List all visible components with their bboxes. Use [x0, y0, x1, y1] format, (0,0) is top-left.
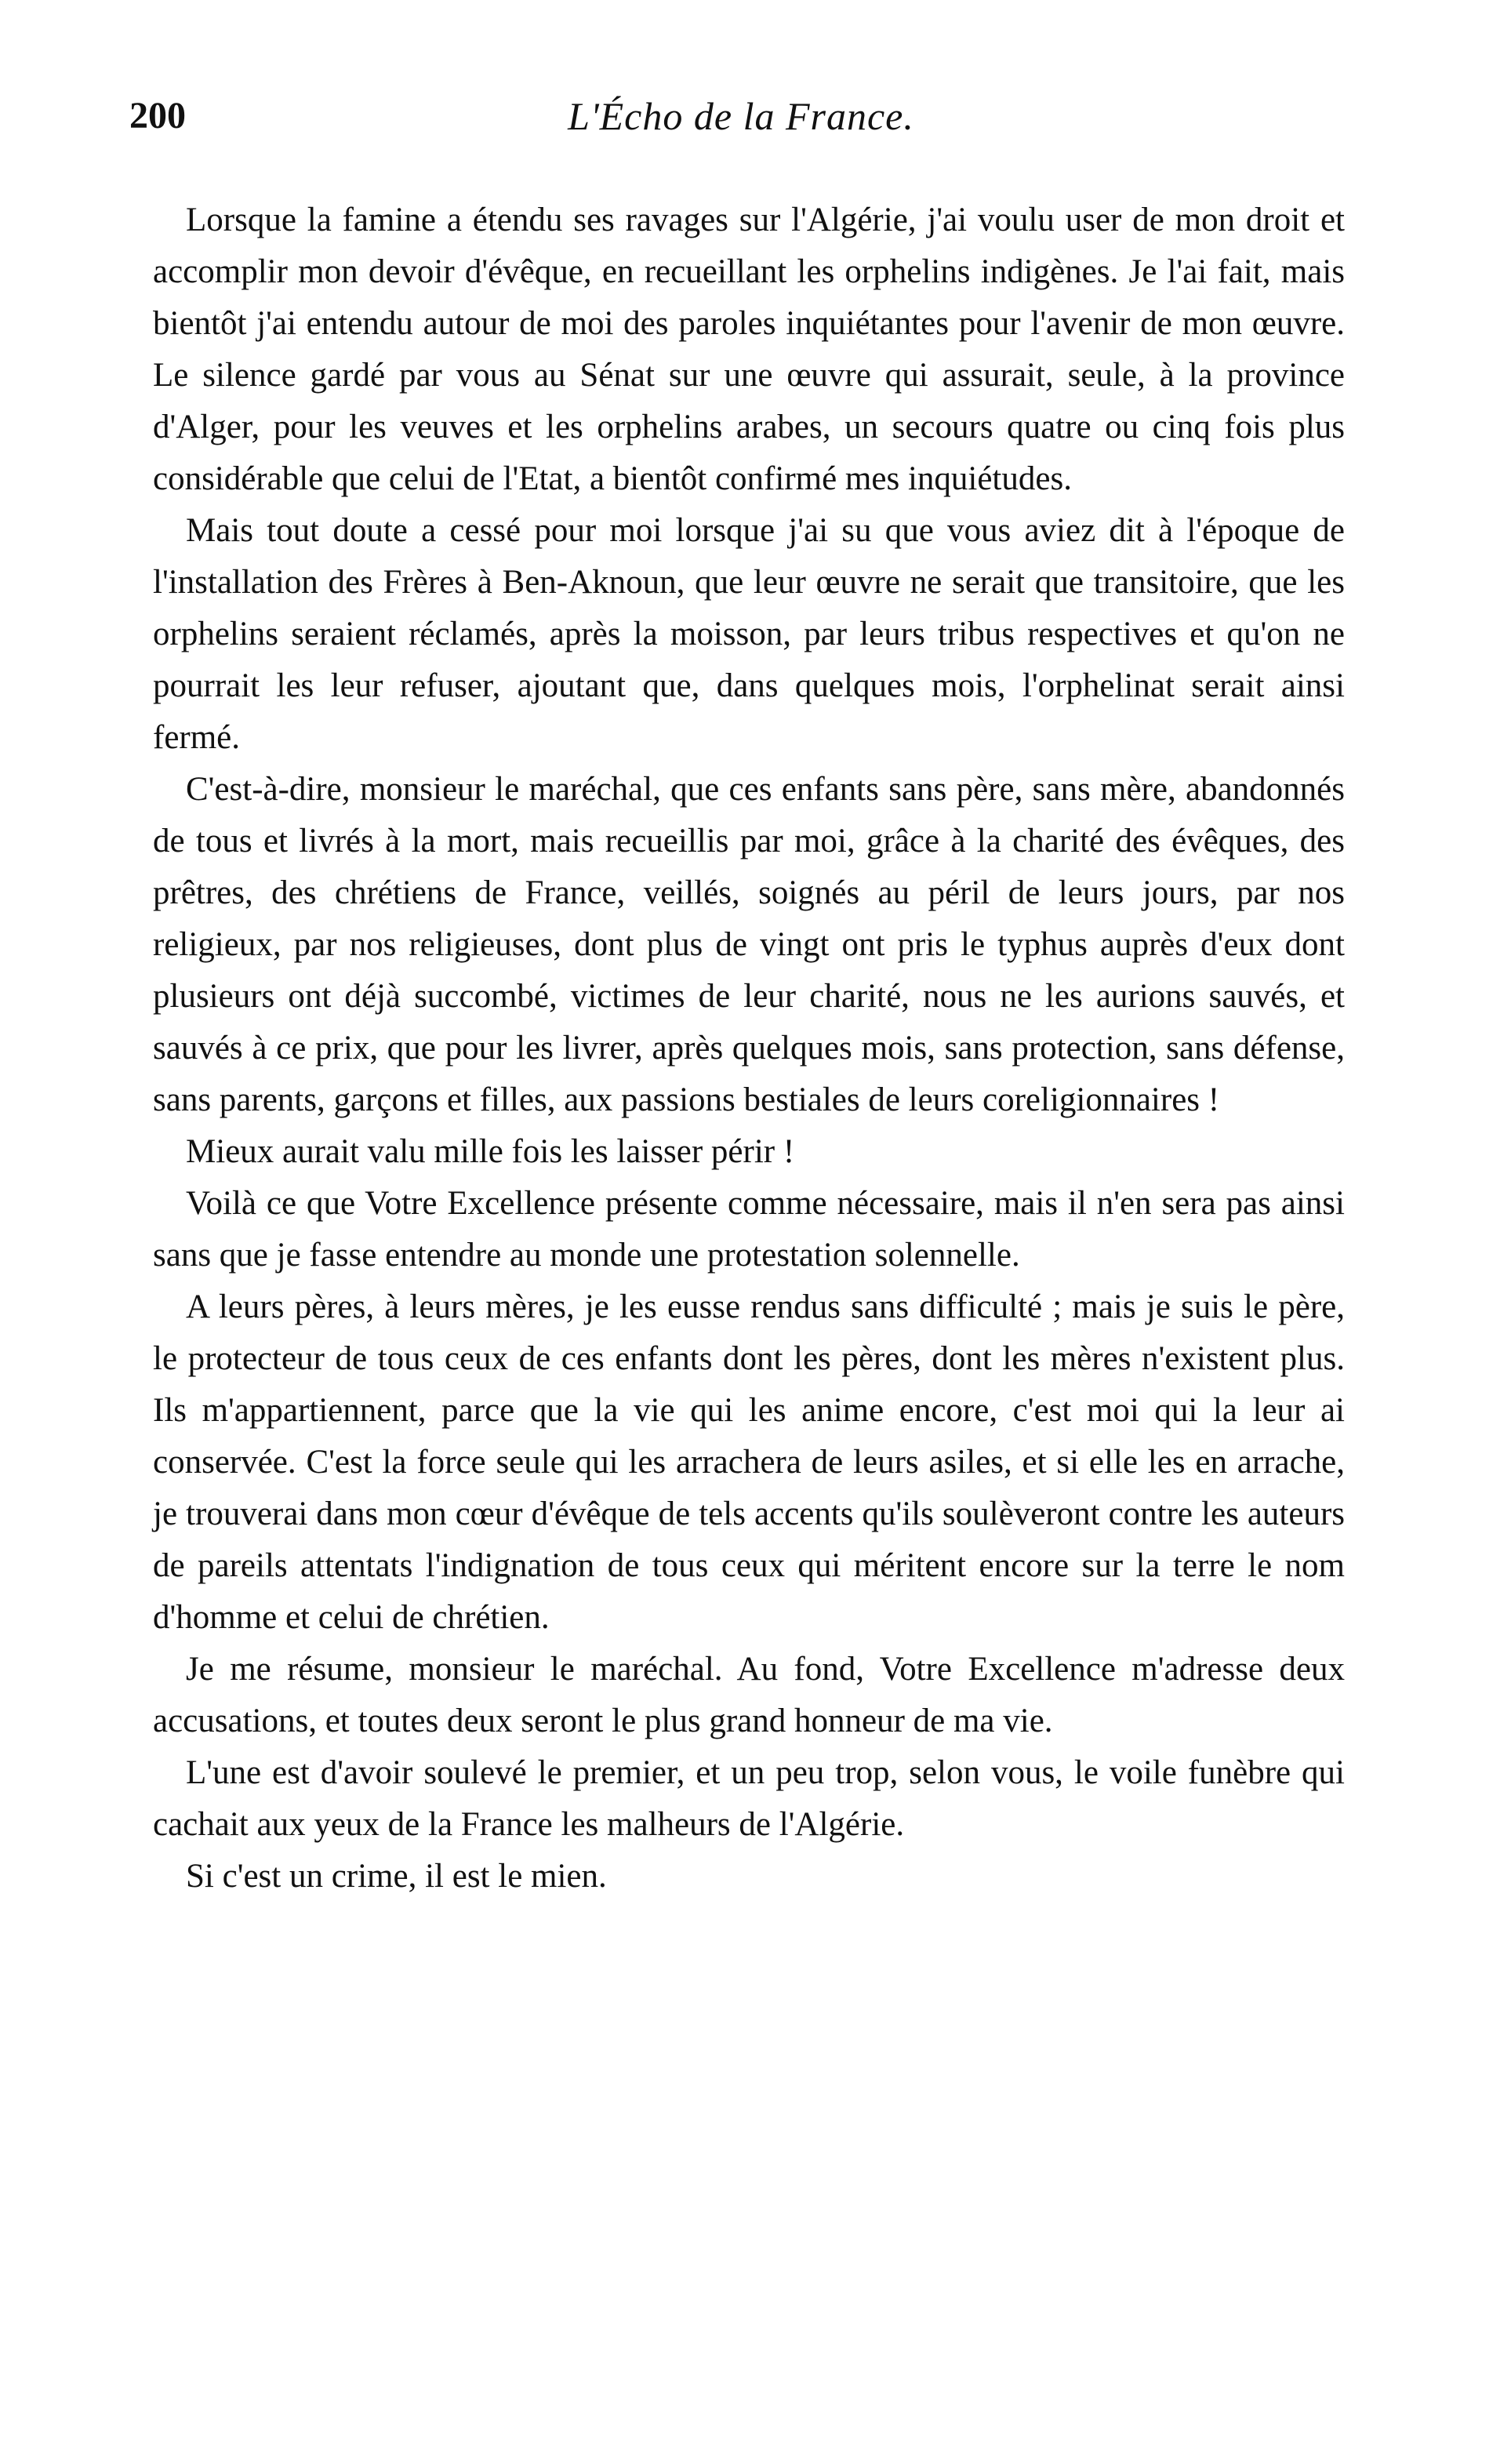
paragraph: Mieux aurait valu mille fois les laisser périr ! [186, 1133, 795, 1170]
paragraph: C'est-à-dire, monsieur le maréchal, que ces enfants sans père, sans mère, abandonnés de tous et livrés à la mort, mais recueillis par moi, grâce à la charité des évêques, des prêtres, des chrétiens de France, veillés, soignés au péril de leurs jours, par nos religieux, par nos religieuses, dont plus de vingt ont pris le typhus auprès d'eux dont plusieurs ont déjà succombé, victimes de leur charité, nous ne les aurions sauvés, et sauvés à ce prix, que pour les livrer, après quelques mois, sans protection, sans défense, sans parents, garçons et filles, aux passions bestiales de leurs coreligionnaires ! [153, 771, 1345, 1118]
paragraph: Mais tout doute a cessé pour moi lorsque j'ai su que vous aviez dit à l'époque de l'installation des Frères à Ben-Aknoun, que leur œuvre ne serait que transitoire, que les orphelins seraient réclamés, après la moisson, par leurs tribus respectives et qu'on ne pourrait les leur refuser, ajoutant que, dans quelques mois, l'orphelinat serait ainsi fermé. [153, 512, 1345, 756]
page-header [129, 93, 1353, 147]
paragraph: L'une est d'avoir soulevé le premier, et un peu trop, selon vous, le voile funèbre qui cachait aux yeux de la France les malheurs de l'Algérie. [153, 1754, 1345, 1843]
running-title: L'Écho de la France. [568, 94, 914, 138]
page-number: 200 [129, 95, 186, 136]
paragraph: Lorsque la famine a étendu ses ravages sur l'Algérie, j'ai voulu user de mon droit et accomplir mon devoir d'évêque, en recueillant les orphelins indigènes. Je l'ai fait, mais bientôt j'ai entendu autour de moi des paroles inquiétantes pour l'avenir de mon œuvre. Le silence gardé par vous au Sénat sur une œuvre qui assurait, seule, à la province d'Alger, pour les veuves et les orphelins arabes, un secours quatre ou cinq fois plus considérable que celui de l'Etat, a bientôt confirmé mes inquiétudes. [153, 202, 1345, 497]
paragraph: Voilà ce que Votre Excellence présente comme nécessaire, mais il n'en sera pas ainsi sans que je fasse entendre au monde une protestation solennelle. [153, 1185, 1345, 1274]
paragraph: Je me résume, monsieur le maréchal. Au fond, Votre Excellence m'adresse deux accusations, et toutes deux seront le plus grand honneur de ma vie. [153, 1651, 1345, 1739]
paragraph: Si c'est un crime, il est le mien. [186, 1858, 607, 1895]
paragraph: A leurs pères, à leurs mères, je les eusse rendus sans difficulté ; mais je suis le père, le protecteur de tous ceux de ces enfants dont les pères, dont les mères n'existent plus. Ils m'appartiennent, parce que la vie qui les anime encore, c'est moi qui la leur ai conservée. C'est la force seule qui les arrachera de leurs asiles, et si elle les en arrache, je trouverai dans mon cœur d'évêque de tels accents qu'ils soulèveront contre les auteurs de pareils attentats l'indignation de tous ceux qui méritent encore sur la terre le nom d'homme et celui de chrétien. [153, 1288, 1345, 1636]
body-text [153, 194, 1345, 1903]
